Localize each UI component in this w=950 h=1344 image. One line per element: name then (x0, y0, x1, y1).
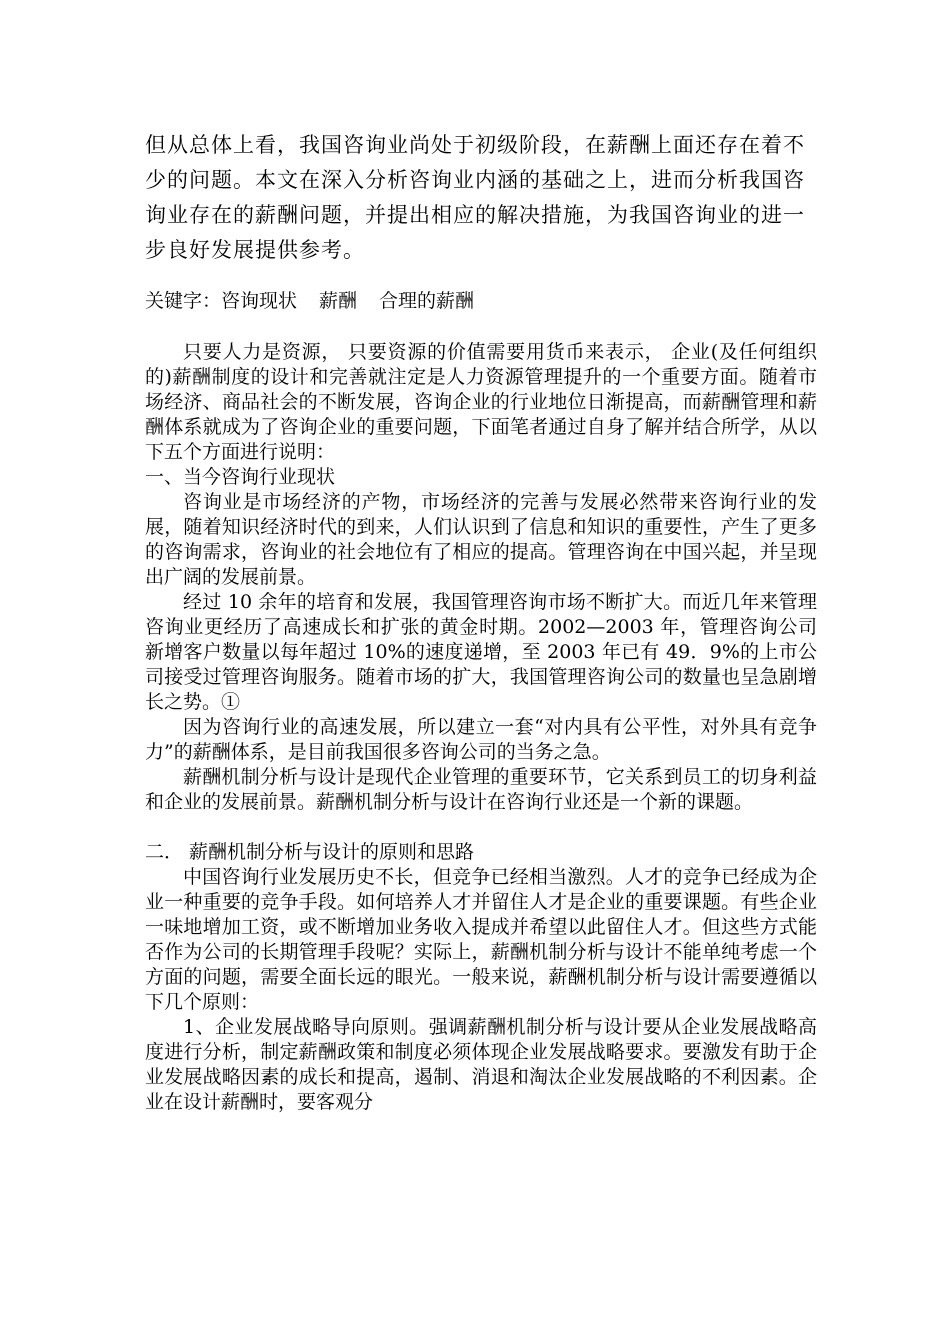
section1-paragraph: 因为咨询行业的高速发展，所以建立一套“对内具有公平性，对外具有竞争力”的薪酬体系，是目前我国很多咨询公司的当务之急。 (145, 716, 817, 763)
section1-paragraph: 薪酬机制分析与设计是现代企业管理的重要环节，它关系到员工的切身利益和企业的发展前景。薪酬机制分析与设计在咨询行业还是一个新的课题。 (145, 766, 817, 813)
body-text (145, 340, 817, 1115)
section-heading-2: 二． 薪酬机制分析与设计的原则和思路 (145, 841, 475, 863)
keywords-label: 关键字： (145, 290, 222, 312)
section2-paragraph: 1、企业发展战略导向原则。强调薪酬机制分析与设计要从企业发展战略高度进行分析，制定薪酬政策和制度必须体现企业发展战略要求。要激发有助于企业发展战略因素的成长和提高，遏制、消退和淘汰企业发展战略的不利因素。企业在设计薪酬时，要客观分 (145, 1016, 817, 1113)
section2-paragraph: 中国咨询行业发展历史不长，但竞争已经相当激烈。人才的竞争已经成为企业一种重要的竞争手段。如何培养人才并留住人才是企业的重要课题。有些企业一味地增加工资，或不断增加业务收入提成并希望以此留住人才。但这些方式能否作为公司的长期管理手段呢？实际上，薪酬机制分析与设计不能单纯考虑一个方面的问题，需要全面长远的眼光。一般来说，薪酬机制分析与设计需要遵循以下几个原则： (145, 866, 817, 1013)
abstract-block (145, 128, 815, 268)
spacer (145, 815, 817, 840)
section1-paragraph: 经过 10 余年的培育和发展，我国管理咨询市场不断扩大。而近几年来管理咨询业更经历了高速成长和扩张的黄金时期。2002—2003 年，管理咨询公司新增客户数量以每年超过 10%的速度递增，至 2003 年已有 49．9%的上市公司接受过管理咨询服务。随着市场的扩大，我国管理咨询公司的数量也呈急剧增长之势。① (145, 591, 817, 713)
keyword-item: 薪酬 (319, 290, 358, 312)
keyword-item: 合理的薪酬 (379, 290, 475, 312)
keyword-item: 咨询现状 (221, 290, 298, 312)
keywords-line (145, 286, 815, 316)
abstract-text: 但从总体上看，我国咨询业尚处于初级阶段，在薪酬上面还存在着不少的问题。本文在深入分析咨询业内涵的基础之上，进而分析我国咨询业存在的薪酬问题，并提出相应的解决措施，为我国咨询业的进一步良好发展提供参考。 (145, 133, 805, 262)
section1-paragraph: 咨询业是市场经济的产物，市场经济的完善与发展必然带来咨询行业的发展，随着知识经济时代的到来，人们认识到了信息和知识的重要性，产生了更多的咨询需求，咨询业的社会地位有了相应的提高。管理咨询在中国兴起，并呈现出广阔的发展前景。 (145, 491, 817, 588)
intro-paragraph: 只要人力是资源， 只要资源的价值需要用货币来表示， 企业(及任何组织的)薪酬制度的设计和完善就注定是人力资源管理提升的一个重要方面。随着市场经济、商品社会的不断发展，咨询企业的行业地位日渐提高，而薪酬管理和薪酬体系就成为了咨询企业的重要问题，下面笔者通过自身了解并结合所学，从以下五个方面进行说明： (145, 341, 817, 463)
section-heading-1: 一、当今咨询行业现状 (145, 466, 336, 488)
